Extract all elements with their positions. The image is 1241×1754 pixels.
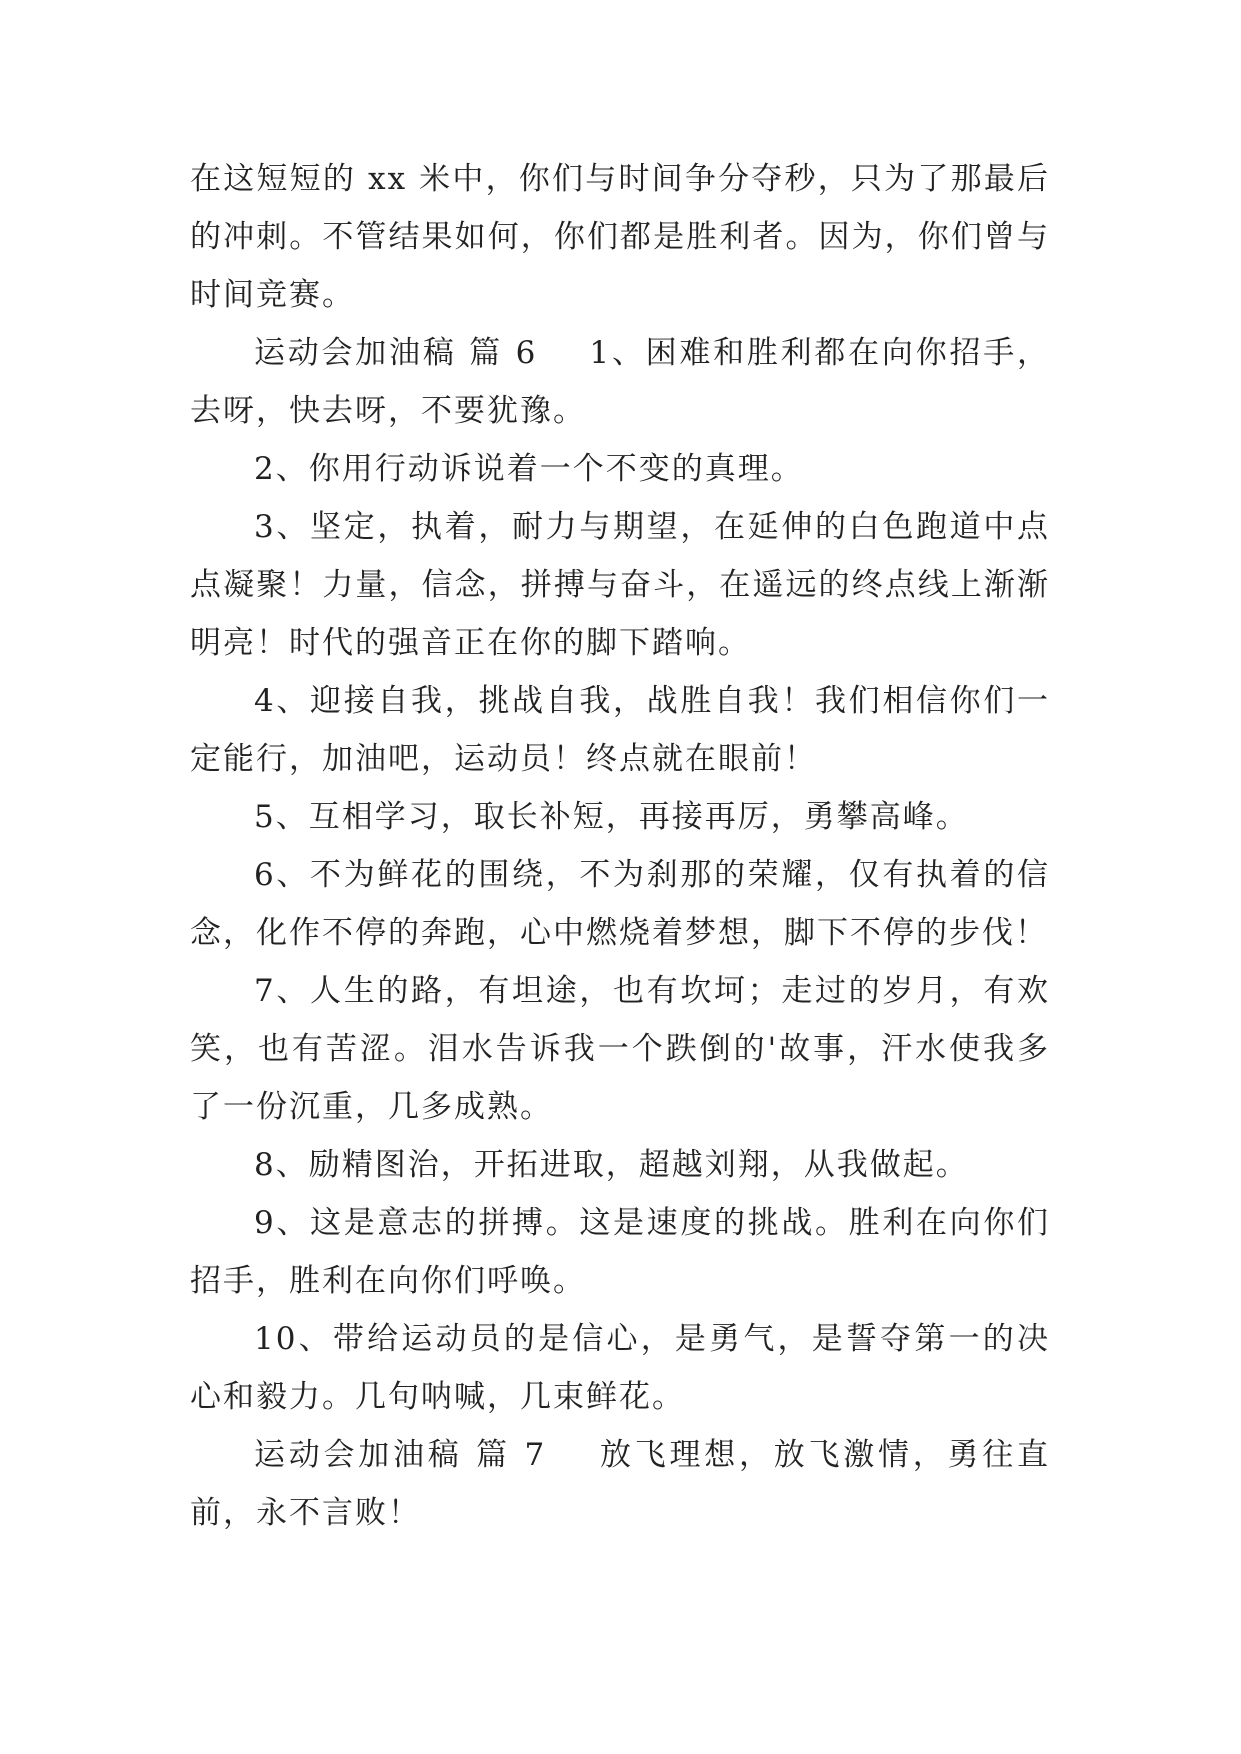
- paragraph-item-6: [190, 846, 1050, 962]
- paragraph-text: 10、带给运动员的是信心，是勇气，是誓夺第一的决心和毅力。几句呐喊，几束鲜花。: [190, 1321, 1050, 1415]
- paragraph-text: 7、人生的路，有坦途，也有坎坷；走过的岁月，有欢笑，也有苦涩。泪水告诉我一个跌倒的'故事，汗水使我多了一份沉重，几多成熟。: [190, 973, 1050, 1125]
- paragraph-item-3: [190, 498, 1050, 672]
- paragraph-item-4: [190, 672, 1050, 788]
- paragraph-section-7: [190, 1426, 1050, 1542]
- paragraph-item-10: [190, 1310, 1050, 1426]
- section-heading: 运动会加油稿 篇 6: [254, 335, 538, 371]
- paragraph-item-7: [190, 962, 1050, 1136]
- paragraph-text: 6、不为鲜花的围绕，不为刹那的荣耀，仅有执着的信念，化作不停的奔跑，心中燃烧着梦想，脚下不停的步伐！: [190, 857, 1050, 951]
- paragraph-item-2: [190, 440, 1050, 498]
- paragraph-text: 9、这是意志的拼搏。这是速度的挑战。胜利在向你们招手，胜利在向你们呼唤。: [190, 1205, 1050, 1299]
- paragraph-text: 5、互相学习，取长补短，再接再厉，勇攀高峰。: [254, 799, 969, 835]
- paragraph-item-9: [190, 1194, 1050, 1310]
- paragraph-text: 在这短短的 xx 米中，你们与时间争分夺秒，只为了那最后的冲刺。不管结果如何，你们都是胜利者。因为，你们曾与时间竞赛。: [190, 161, 1050, 313]
- paragraph-item-5: [190, 788, 1050, 846]
- paragraph-text: 3、坚定，执着，耐力与期望，在延伸的白色跑道中点点凝聚！力量，信念，拼搏与奋斗，在遥远的终点线上渐渐明亮！时代的强音正在你的脚下踏响。: [190, 509, 1050, 661]
- paragraph-text: 2、你用行动诉说着一个不变的真理。: [254, 451, 804, 487]
- paragraph-intro: [190, 150, 1050, 324]
- document-body: [190, 150, 1050, 1542]
- paragraph-text: 放飞理想，放飞激情，勇往直前，永不言败！: [190, 1437, 1051, 1531]
- paragraph-text: 8、励精图治，开拓进取，超越刘翔，从我做起。: [254, 1147, 969, 1183]
- section-heading: 运动会加油稿 篇 7: [254, 1437, 547, 1473]
- paragraph-text: 4、迎接自我，挑战自我，战胜自我！我们相信你们一定能行，加油吧，运动员！终点就在眼前！: [190, 683, 1050, 777]
- paragraph-text: 1、困难和胜利都在向你招手，去呀，快去呀，不要犹豫。: [190, 335, 1050, 429]
- paragraph-section-6: [190, 324, 1050, 440]
- paragraph-item-8: [190, 1136, 1050, 1194]
